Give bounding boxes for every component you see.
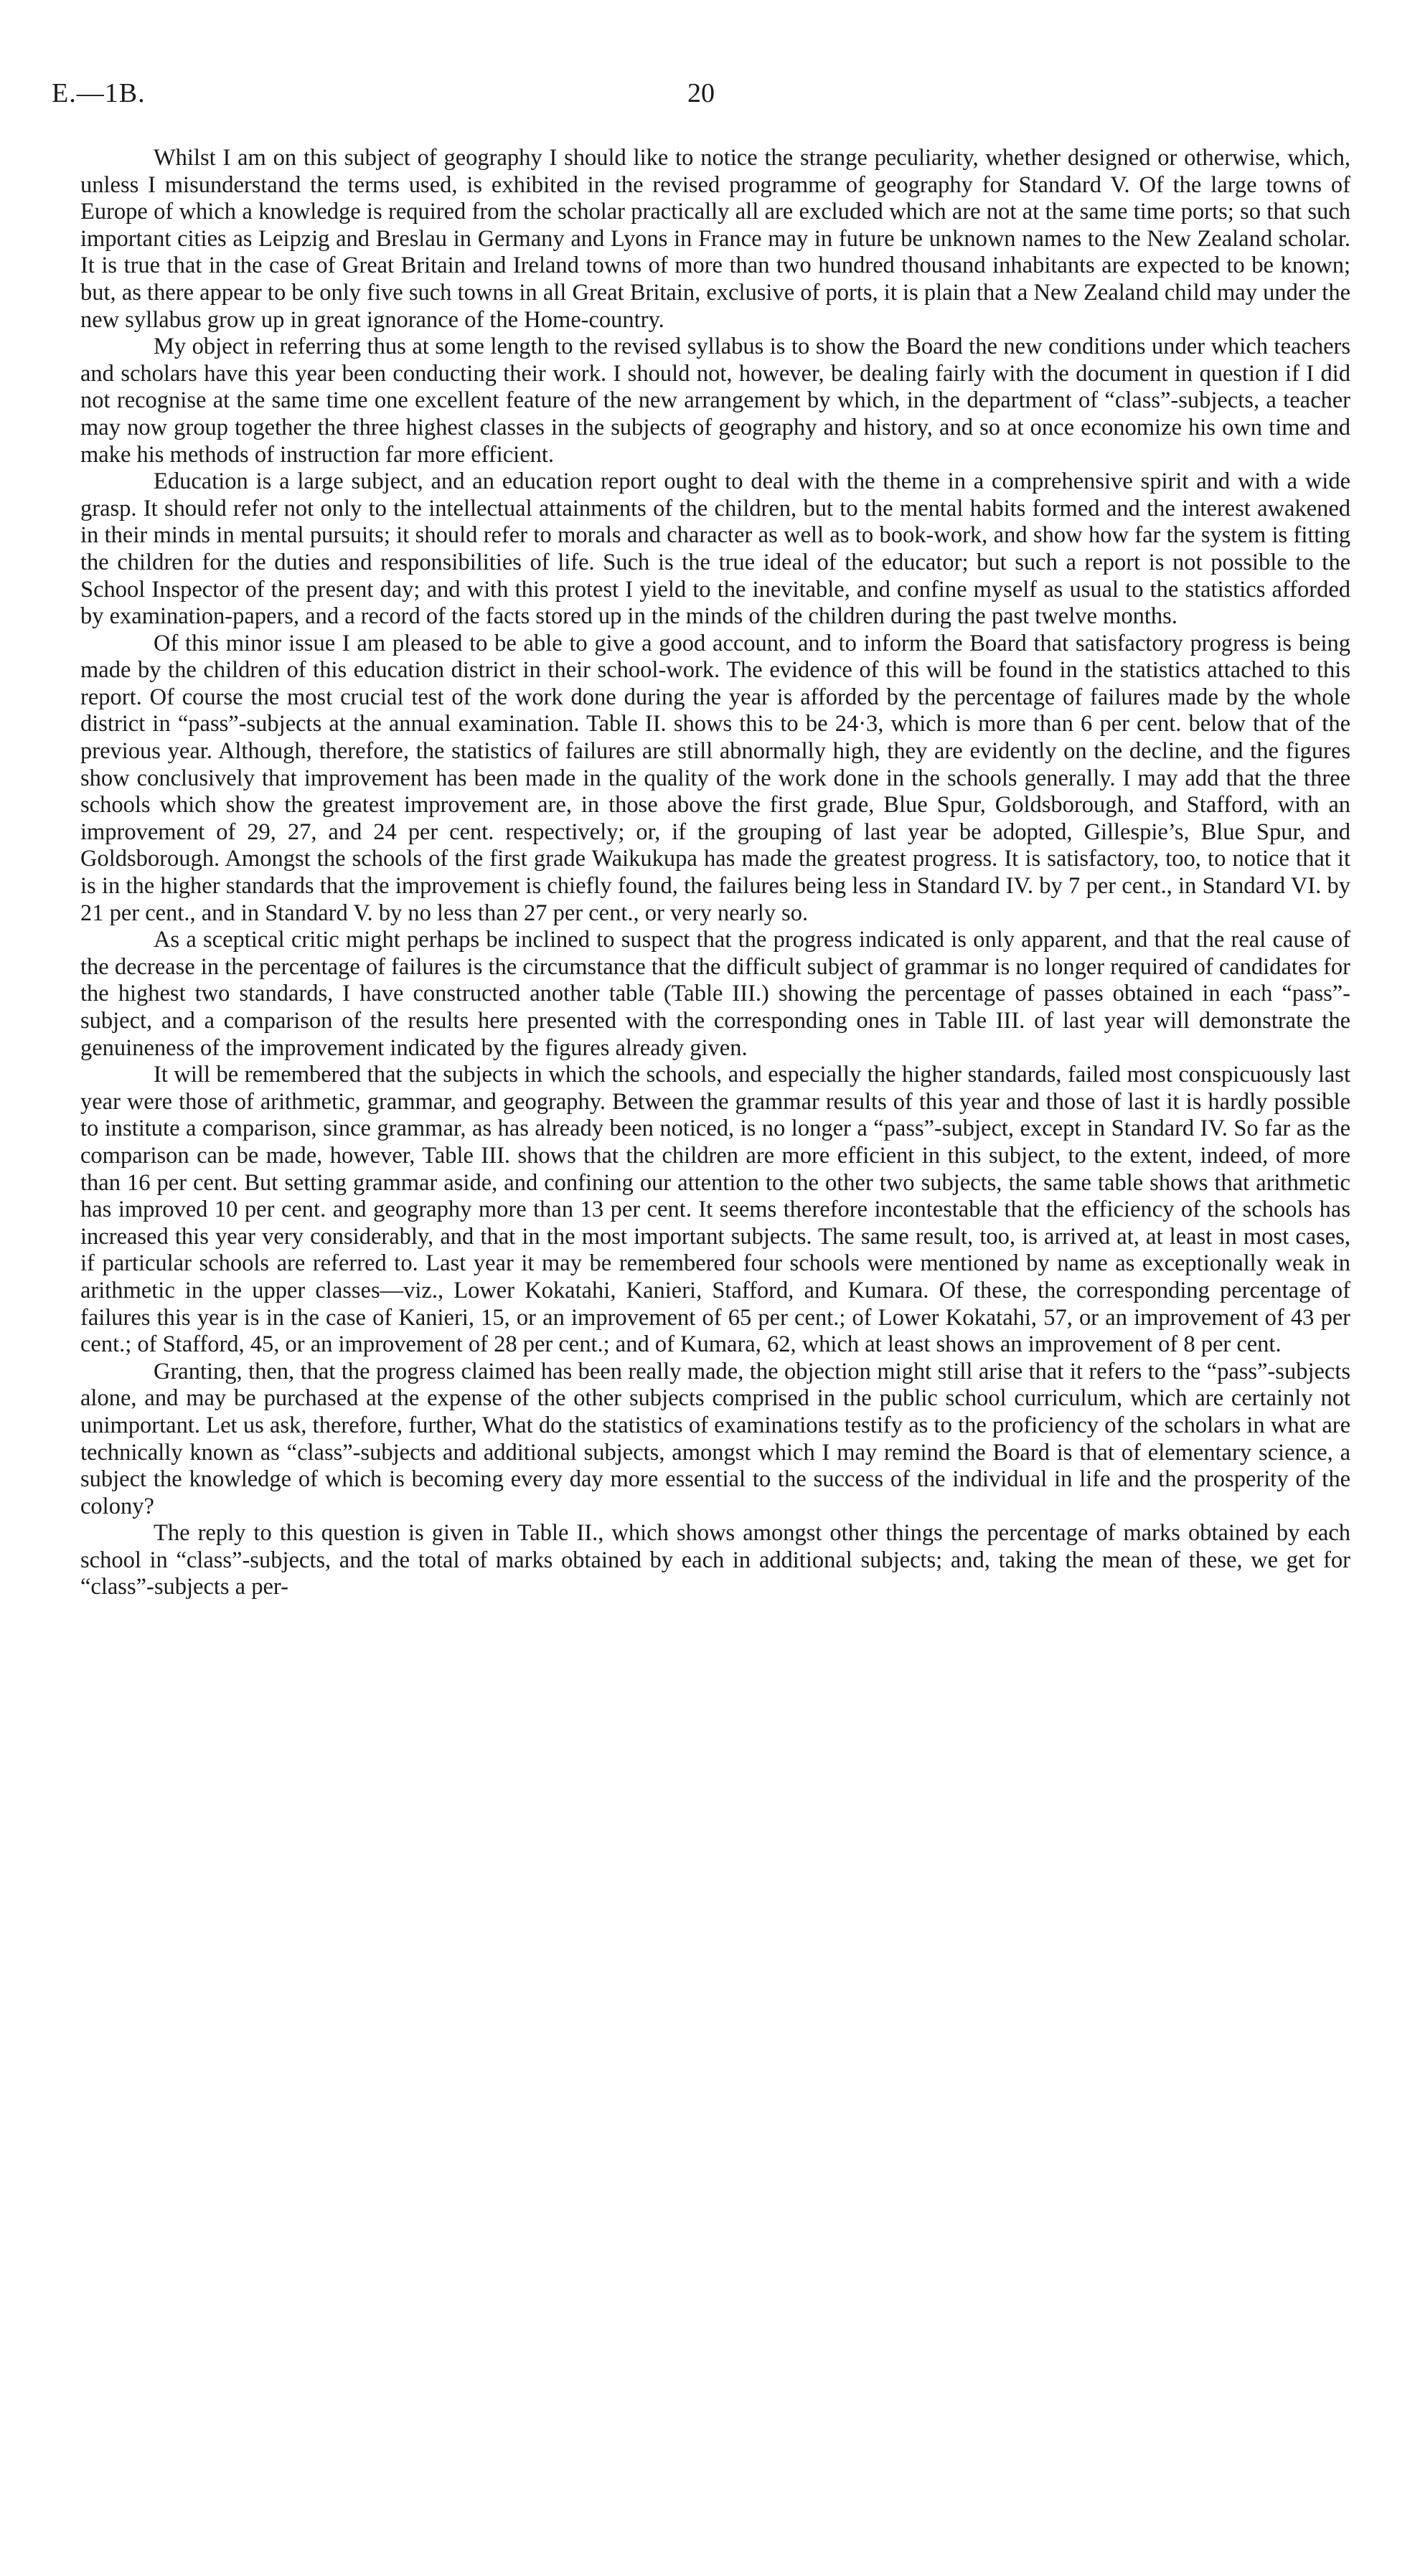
paragraph-sceptical-critic: As a sceptical critic might perhaps be inclined to suspect that the progress indicated is only apparent, and that the real cause of the decrease in the percentage of failures is the circumstance that the difficult subject of grammar is no longer required of candidates for the highest two standards, I have constructed another table (Table III.) showing the percentage of passes obtained in each “pass”-subject, and a comparison of the results here presented with the corresponding ones in Table III. of last year will demonstrate the genuineness of the improvement indicated by the figures already given. xyxy=(80,927,1350,1061)
document-reference xyxy=(52,77,146,109)
paragraph-satisfactory-progress: Of this minor issue I am pleased to be able to give a good account, and to inform the Board that satisfactory progress is being made by the children of this education district in their school-work. The evidence of this will be found in the statistics attached to this report. Of course the most crucial test of the work done during the year is afforded by the percentage of failures made by the whole district in “pass”-subjects at the annual examination. Table II. shows this to be 24·3, which is more than 6 per cent. below that of the previous year. Although, therefore, the statistics of failures are still abnormally high, they are evidently on the decline, and the figures show conclusively that improvement has been made in the quality of the work done in the schools generally. I may add that the three schools which show the greatest improvement are, in those above the first grade, Blue Spur, Goldsborough, and Stafford, with an improvement of 29, 27, and 24 per cent. respectively; or, if the grouping of last year be adopted, Gillespie’s, Blue Spur, and Goldsborough. Amongst the schools of the first grade Waikukupa has made the greatest progress. It is satisfactory, too, to notice that it is in the higher standards that the improvement is chiefly found, the failures being less in Standard IV. by 7 per cent., in Standard VI. by 21 per cent., and in Standard V. by no less than 27 per cent., or very nearly so. xyxy=(80,630,1350,926)
paragraph-revised-syllabus: My object in referring thus at some length to the revised syllabus is to show the Board the new conditions under which teachers and scholars have this year been conducting their work. I should not, however, be dealing fairly with the document in question if I did not recognise at the same time one excellent feature of the new arrangement by which, in the department of “class”-subjects, a teacher may now group together the three highest classes in the subjects of geography and history, and so at once economize his own time and make his methods of instruction far more efficient. xyxy=(80,334,1350,468)
page-number: 20 xyxy=(687,78,715,108)
document-reference-end: . xyxy=(138,78,146,108)
document-reference-prefix: E.—1 xyxy=(52,78,119,108)
paragraph-subjects-comparison: It will be remembered that the subjects in which the schools, and especially the higher standards, failed most conspicuously last year were those of arithmetic, grammar, and geography. Between the grammar results of this year and those of last it is hardly possible to institute a comparison, since grammar, as has already been noticed, is no longer a “pass”-subject, except in Standard IV. So far as the comparison can be made, however, Table III. shows that the children are more efficient in this subject, to the extent, indeed, of more than 16 per cent. But setting grammar aside, and confining our attention to the other two subjects, the same table shows that arithmetic has improved 10 per cent. and geography more than 13 per cent. It seems therefore incontestable that the efficiency of the schools has increased this year very considerably, and that in the most important subjects. The same result, too, is arrived at, at least in most cases, if particular schools are referred to. Last year it may be remembered four schools were mentioned by name as exceptionally weak in arithmetic in the upper classes—viz., Lower Kokatahi, Kanieri, Stafford, and Kumara. Of these, the corresponding percentage of failures this year is in the case of Kanieri, 15, or an improvement of 65 per cent.; of Lower Kokatahi, 57, or an improvement of 43 per cent.; of Stafford, 45, or an improvement of 28 per cent.; and of Kumara, 62, which at least shows an improvement of 8 per cent. xyxy=(80,1062,1350,1358)
document-reference-suffix: B xyxy=(118,78,138,108)
paragraph-geography-syllabus: Whilst I am on this subject of geography I should like to notice the strange peculiarity, whether designed or otherwise, which, unless I misunderstand the terms used, is exhibited in the revised programme of geography for Standard V. Of the large towns of Europe of which a knowledge is required from the scholar practically all are excluded which are not at the same time ports; so that such important cities as Leipzig and Breslau in Germany and Lyons in France may in future be unknown names to the New Zealand scholar. It is true that in the case of Great Britain and Ireland towns of more than two hundred thousand inhabitants are expected to be known; but, as there appear to be only five such towns in all Great Britain, exclusive of ports, it is plain that a New Zealand child may under the new syllabus grow up in great ignorance of the Home-country. xyxy=(80,145,1350,333)
paragraph-reply-table-ii: The reply to this question is given in Table II., which shows amongst other things the percentage of marks obtained by each school in “class”-subjects, and the total of marks obtained by each in additional subjects; and, taking the mean of these, we get for “class”-subjects a per- xyxy=(80,1520,1350,1600)
paragraph-education-report: Education is a large subject, and an education report ought to deal with the theme in a comprehensive spirit and with a wide grasp. It should refer not only to the intellectual attainments of the children, but to the mental habits formed and the interest awakened in their minds in mental pursuits; it should refer to morals and character as well as to book-work, and show how far the system is fitting the children for the duties and responsibilities of life. Such is the true ideal of the educator; but such a report is not possible to the School Inspector of the present day; and with this protest I yield to the inevitable, and confine myself as usual to the statistics afforded by examination-papers, and a record of the facts stored up in the minds of the children during the past twelve months. xyxy=(80,468,1350,630)
body-text xyxy=(80,145,1350,1601)
running-head xyxy=(52,77,1350,121)
paragraph-class-subjects-question: Granting, then, that the progress claimed has been really made, the objection might still arise that it refers to the “pass”-subjects alone, and may be purchased at the expense of the other subjects comprised in the public school curriculum, which are certainly not unimportant. Let us ask, therefore, further, What do the statistics of examinations testify as to the proficiency of the scholars in what are technically known as “class”-subjects and additional subjects, amongst which I may remind the Board is that of elementary science, a subject the knowledge of which is becoming every day more essential to the success of the individual in life and the prosperity of the colony? xyxy=(80,1358,1350,1519)
